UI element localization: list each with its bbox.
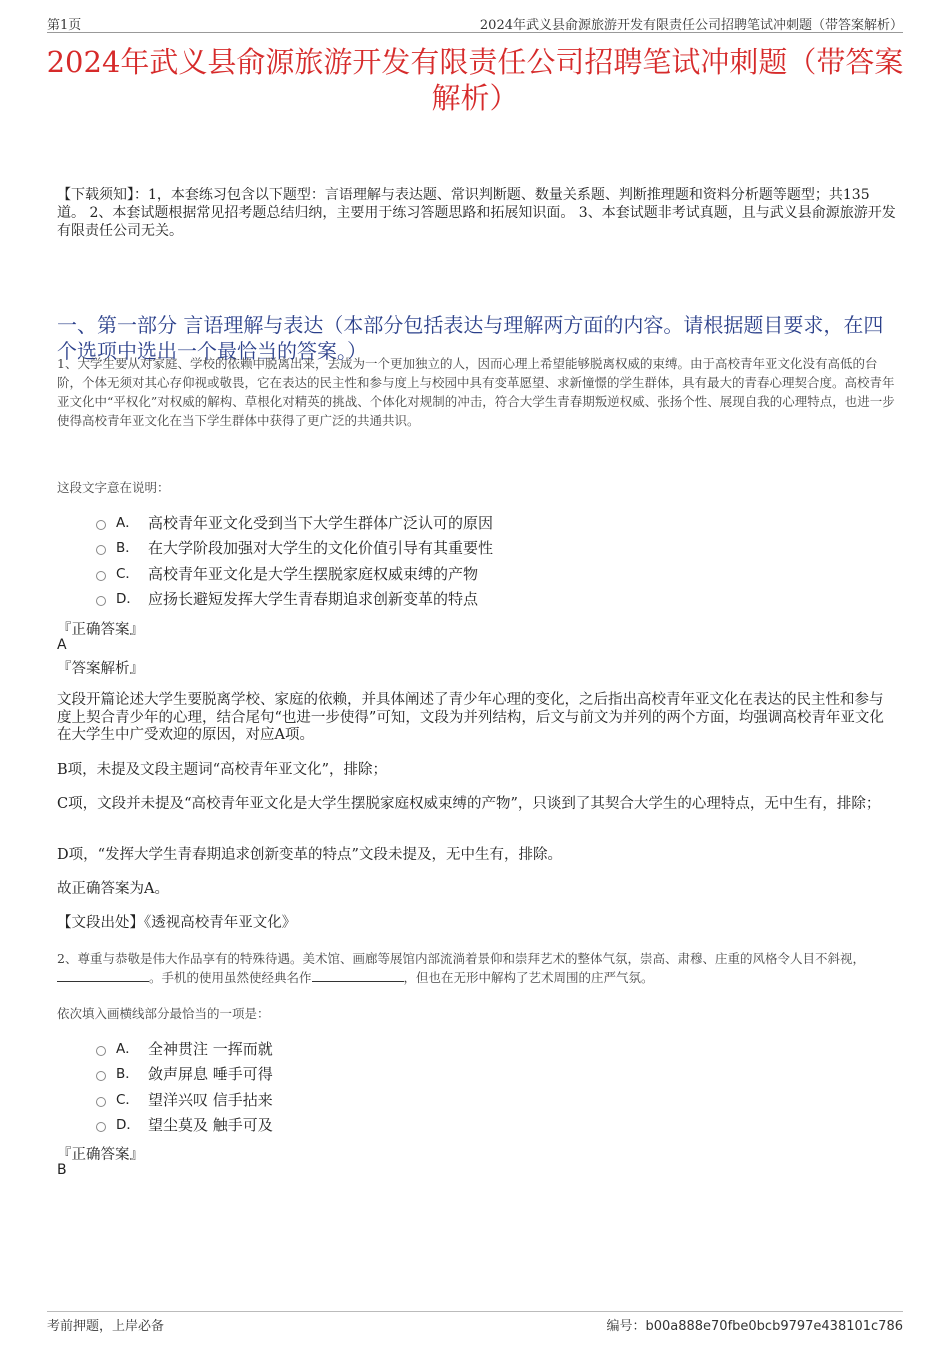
document-code: 编号：b00a888e70fbe0bcb9797e438101c786 [606, 1319, 903, 1334]
analysis-paragraph: D项，“发挥大学生青春期追求创新变革的特点”文段未提及，无中生有，排除。 [57, 847, 562, 863]
document-title: 2024年武义县俞源旅游开发有限责任公司招聘笔试冲刺题（带答案解析） [46, 45, 904, 115]
footer-slogan: 考前押题，上岸必备 [47, 1319, 165, 1334]
option-b[interactable]: B． 敛声屏息 唾手可得 [96, 1062, 273, 1088]
option-c[interactable]: C． 望洋兴叹 信手拈来 [96, 1087, 273, 1113]
page-header [47, 14, 903, 33]
fill-blank [57, 969, 149, 982]
radio-icon[interactable] [96, 1122, 106, 1132]
option-d[interactable]: D． 望尘莫及 触手可及 [96, 1113, 273, 1139]
answer-value: A [57, 637, 67, 653]
radio-icon[interactable] [96, 1046, 106, 1056]
answer-label: 『正确答案』 [57, 622, 144, 638]
radio-icon[interactable] [96, 520, 106, 530]
radio-icon[interactable] [96, 1071, 106, 1081]
question-2-options [96, 1036, 273, 1138]
analysis-paragraph: C项，文段并未提及“高校青年亚文化是大学生摆脱家庭权威束缚的产物”，只谈到了其契合大学生的心理特点，无中生有，排除； [57, 796, 881, 812]
radio-icon[interactable] [96, 596, 106, 606]
source-paragraph: 【文段出处】《透视高校青年亚文化》 [57, 915, 297, 931]
option-a[interactable]: A． 全神贯注 一挥而就 [96, 1036, 273, 1062]
radio-icon[interactable] [96, 545, 106, 555]
download-notice: 【下载须知】：1，本套练习包含以下题型：言语理解与表达题、常识判断题、数量关系题、判断推理题和资料分析题等题型；共135道。 2、本套试题根据常见招考题总结归纳，主要用于练习答题思路和拓展知识面。 3、本套试题非考试真题，且与武义县俞源旅游开发有限责任公司无关。 [57, 187, 896, 239]
option-c[interactable]: C． 高校青年亚文化是大学生摆脱家庭权威束缚的产物 [96, 561, 493, 587]
question-2-prompt: 依次填入画横线部分最恰当的一项是： [57, 1006, 270, 1021]
answer-value: B [57, 1162, 67, 1178]
header-doc-title: 2024年武义县俞源旅游开发有限责任公司招聘笔试冲刺题（带答案解析） [479, 18, 903, 33]
radio-icon[interactable] [96, 571, 106, 581]
section-title: 一、第一部分 言语理解与表达（本部分包括表达与理解两方面的内容。请根据题目要求，在四个选项中选出一个最恰当的答案。） [57, 313, 884, 363]
radio-icon[interactable] [96, 1097, 106, 1107]
question-1-text: 1、大学生要从对家庭、学校的依赖中脱离出来，去成为一个更加独立的人，因而心理上希望能够脱离权威的束缚。由于高校青年亚文化没有高低的台阶，个体无须对其心存仰视或敬畏，它在表达的民主性和参与度上与校园中具有变革愿望、求新憧憬的学生群体，具有最大的青春心理契合度。高校青年亚文化中“平权化”对权威的解构、草根化对精英的挑战、个体化对规制的冲击，符合大学生青春期叛逆权威、张扬个性、展现自我的心理特点，也进一步使得高校青年亚文化在当下学生群体中获得了更广泛的共通共识。 [57, 356, 895, 428]
option-d[interactable]: D． 应扬长避短发挥大学生青春期追求创新变革的特点 [96, 587, 493, 613]
page-footer [47, 1311, 903, 1334]
question-2-text: 2、尊重与恭敬是伟大作品享有的特殊待遇。美术馆、画廊等展馆内部流淌着景仰和崇拜艺术的整体气氛，崇高、肃穆、庄重的风格令人目不斜视，。手机的使用虽然使经典名作 ，但也在无形中解构了艺术周围的庄严气氛。 [57, 951, 865, 985]
fill-blank [312, 969, 404, 982]
analysis-paragraph: B项，未提及文段主题词“高校青年亚文化”，排除； [57, 762, 387, 778]
question-1-options [96, 510, 493, 612]
analysis-paragraph: 文段开篇论述大学生要脱离学校、家庭的依赖，并具体阐述了青少年心理的变化，之后指出高校青年亚文化在表达的民主性和参与度上契合青少年的心理，结合尾句“也进一步使得”可知，文段为并列结构，后文与前文为并列的两个方面，均强调高校青年亚文化在大学生中广受欢迎的原因，对应A项。 [57, 692, 884, 743]
answer-label: 『正确答案』 [57, 1147, 144, 1163]
option-a[interactable]: A． 高校青年亚文化受到当下大学生群体广泛认可的原因 [96, 510, 493, 536]
page-number: 第1页 [47, 18, 82, 33]
analysis-label: 『答案解析』 [57, 661, 144, 677]
analysis-paragraph: 故正确答案为A。 [57, 881, 169, 897]
option-b[interactable]: B． 在大学阶段加强对大学生的文化价值引导有其重要性 [96, 536, 493, 562]
question-1-prompt: 这段文字意在说明： [57, 480, 170, 495]
